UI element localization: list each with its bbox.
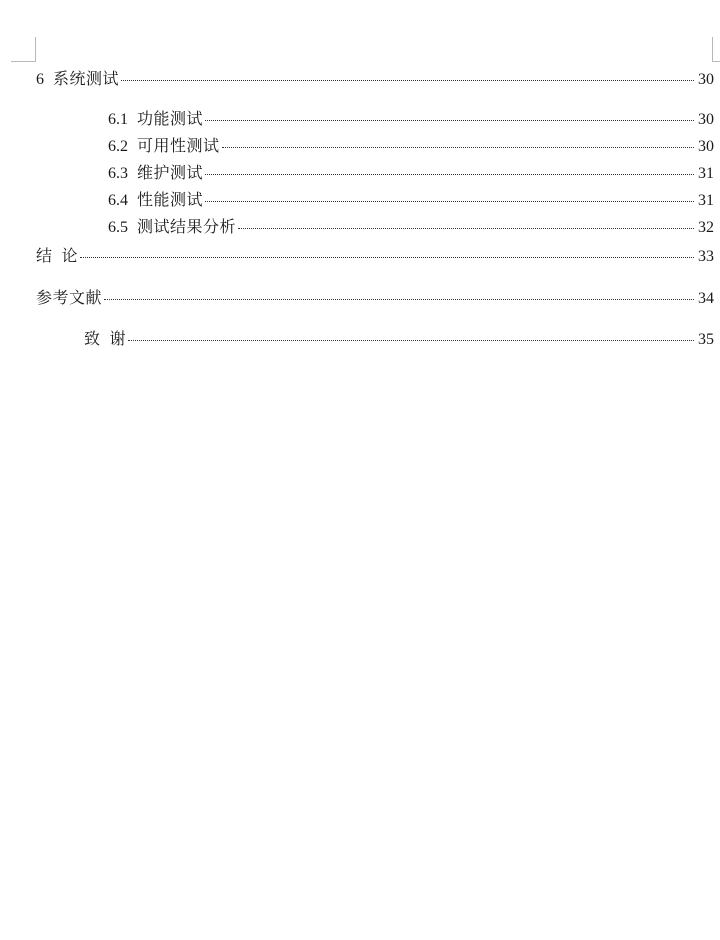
toc-entry-6-5[interactable] (108, 218, 714, 238)
toc-entry-number: 6.4 (108, 192, 128, 209)
toc-entry-page: 32 (698, 219, 714, 236)
toc-entry-number: 6 (36, 71, 44, 88)
toc-entry-page: 33 (698, 248, 714, 265)
toc-entry-page: 30 (698, 71, 714, 88)
toc-dot-leader (238, 224, 694, 229)
toc-entry-6-2[interactable] (108, 137, 714, 157)
toc-entry-title: 结 论 (36, 248, 79, 265)
toc-entry-page: 30 (698, 111, 714, 128)
toc-entry-page: 35 (698, 331, 714, 348)
toc-entry-number: 6.1 (108, 111, 128, 128)
toc-entry-acknowledgements[interactable] (84, 330, 714, 350)
toc-dot-leader (80, 253, 694, 258)
toc-entry-6-4[interactable] (108, 191, 714, 211)
toc-entry-number: 6.2 (108, 138, 128, 155)
toc-entry-6-1[interactable] (108, 110, 714, 130)
toc-dot-leader (104, 295, 694, 300)
toc-dot-leader (205, 116, 694, 121)
crop-mark-top-left (11, 37, 36, 62)
toc-entry-page: 31 (698, 165, 714, 182)
toc-entry-conclusion[interactable] (36, 247, 714, 267)
toc-entry-page: 31 (698, 192, 714, 209)
toc-entry-page: 30 (698, 138, 714, 155)
toc-entry-number: 6.3 (108, 165, 128, 182)
toc-entry-title: 可用性测试 (137, 138, 220, 155)
toc-entry-page: 34 (698, 290, 714, 307)
toc-entry-title: 参考文献 (36, 290, 103, 307)
toc-dot-leader (128, 336, 694, 341)
toc-dot-leader (205, 197, 694, 202)
toc-entry-6-3[interactable] (108, 164, 714, 184)
toc-dot-leader (222, 143, 694, 148)
toc-entry-title: 性能测试 (137, 192, 204, 209)
toc-entry-title: 测试结果分析 (137, 219, 237, 236)
toc-dot-leader (121, 76, 694, 81)
toc-dot-leader (205, 170, 694, 175)
toc-entry-references[interactable] (36, 289, 714, 309)
crop-mark-top-right (712, 37, 720, 62)
toc-entry-title: 功能测试 (137, 111, 204, 128)
toc-entry-number: 6.5 (108, 219, 128, 236)
toc-entry-title: 维护测试 (137, 165, 204, 182)
toc-entry-chapter-6[interactable] (36, 70, 714, 90)
toc-entry-title: 系统测试 (53, 71, 120, 88)
toc-entry-title: 致 谢 (84, 331, 127, 348)
